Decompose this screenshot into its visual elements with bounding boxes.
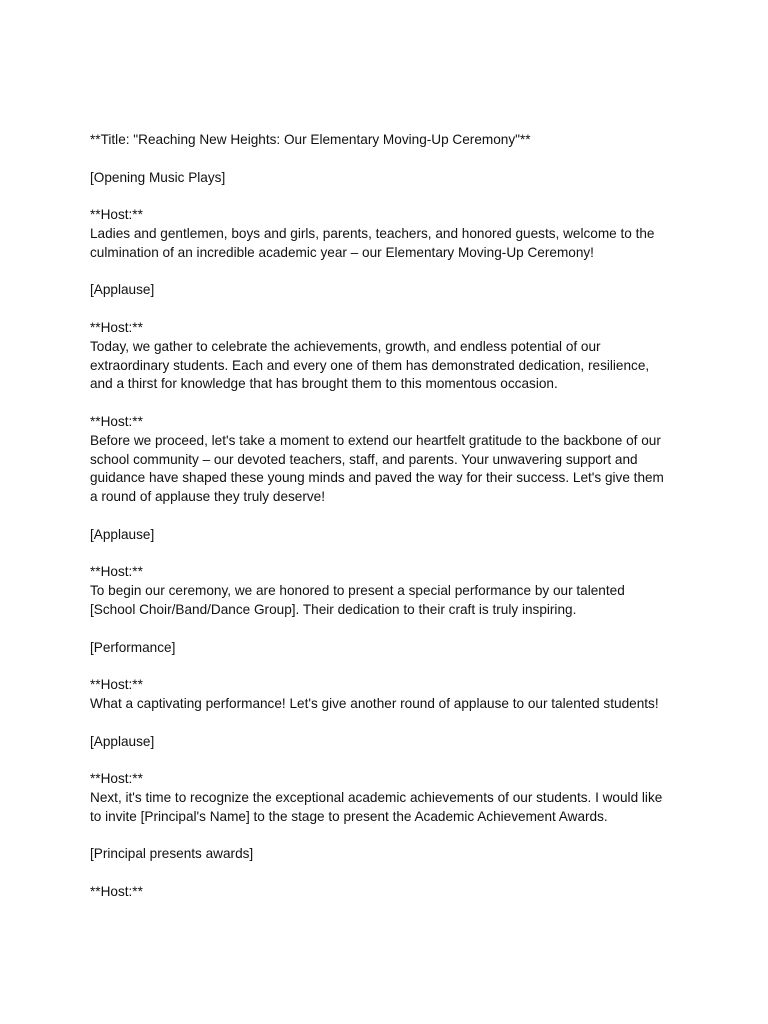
- speaker-label: **Host:**: [90, 207, 143, 223]
- blank-line: [90, 507, 690, 526]
- text-line: To begin our ceremony, we are honored to present a special performance by our talented: [90, 583, 625, 599]
- text-line: guidance have shaped these young minds and paved the way for their success. Let's give them: [90, 470, 664, 486]
- speaker-label: **Host:**: [90, 413, 143, 429]
- text-line: extraordinary students. Each and every one of them has demonstrated dedication, resilience,: [90, 357, 650, 373]
- stage-direction: [School Choir/Band/Dance Group]. Their dedication to their craft is truly inspiring.: [90, 601, 577, 617]
- stage-direction: [Applause]: [90, 733, 155, 749]
- speaker-label: **Host:**: [90, 883, 143, 899]
- text-line: school community – our devoted teachers, staff, and parents. Your unwavering support and: [90, 451, 638, 467]
- speaker-label: **Host:**: [90, 677, 143, 693]
- speaker-label: **Host:**: [90, 319, 143, 335]
- document-title: **Title: "Reaching New Heights: Our Elementary Moving-Up Ceremony"**: [90, 132, 531, 147]
- speaker-label: **Host:**: [90, 771, 143, 787]
- text-line: Next, it's time to recognize the exceptional academic achievements of our students. I would like: [90, 789, 663, 805]
- blank-line: [90, 187, 690, 206]
- blank-line: [90, 394, 690, 413]
- stage-direction: [Applause]: [90, 526, 155, 542]
- blank-line: [90, 263, 690, 282]
- blank-line: [90, 864, 690, 883]
- blank-line: [90, 150, 690, 169]
- blank-line: [90, 751, 690, 770]
- text-line: What a captivating performance! Let's give another round of applause to our talented students!: [90, 695, 659, 711]
- document-body: [90, 131, 690, 902]
- blank-line: [90, 657, 690, 676]
- stage-direction: [Principal presents awards]: [90, 846, 254, 862]
- stage-direction: [Opening Music Plays]: [90, 169, 226, 185]
- text-line: a round of applause they truly deserve!: [90, 489, 326, 505]
- text-line: culmination of an incredible academic year – our Elementary Moving-Up Ceremony!: [90, 244, 594, 260]
- blank-line: [90, 826, 690, 845]
- blank-line: [90, 545, 690, 564]
- text-line: and a thirst for knowledge that has brought them to this momentous occasion.: [90, 376, 558, 392]
- stage-direction: [Applause]: [90, 282, 155, 298]
- stage-direction: [Performance]: [90, 639, 176, 655]
- text-line: to invite [Principal's Name] to the stage to present the Academic Achievement Awards.: [90, 808, 608, 824]
- text-line: Today, we gather to celebrate the achievements, growth, and endless potential of our: [90, 338, 601, 354]
- text-line: Before we proceed, let's take a moment to extend our heartfelt gratitude to the backbone of our: [90, 432, 661, 448]
- blank-line: [90, 620, 690, 639]
- blank-line: [90, 714, 690, 733]
- speaker-label: **Host:**: [90, 564, 143, 580]
- blank-line: [90, 300, 690, 319]
- text-line: Ladies and gentlemen, boys and girls, parents, teachers, and honored guests, welcome to the: [90, 225, 655, 241]
